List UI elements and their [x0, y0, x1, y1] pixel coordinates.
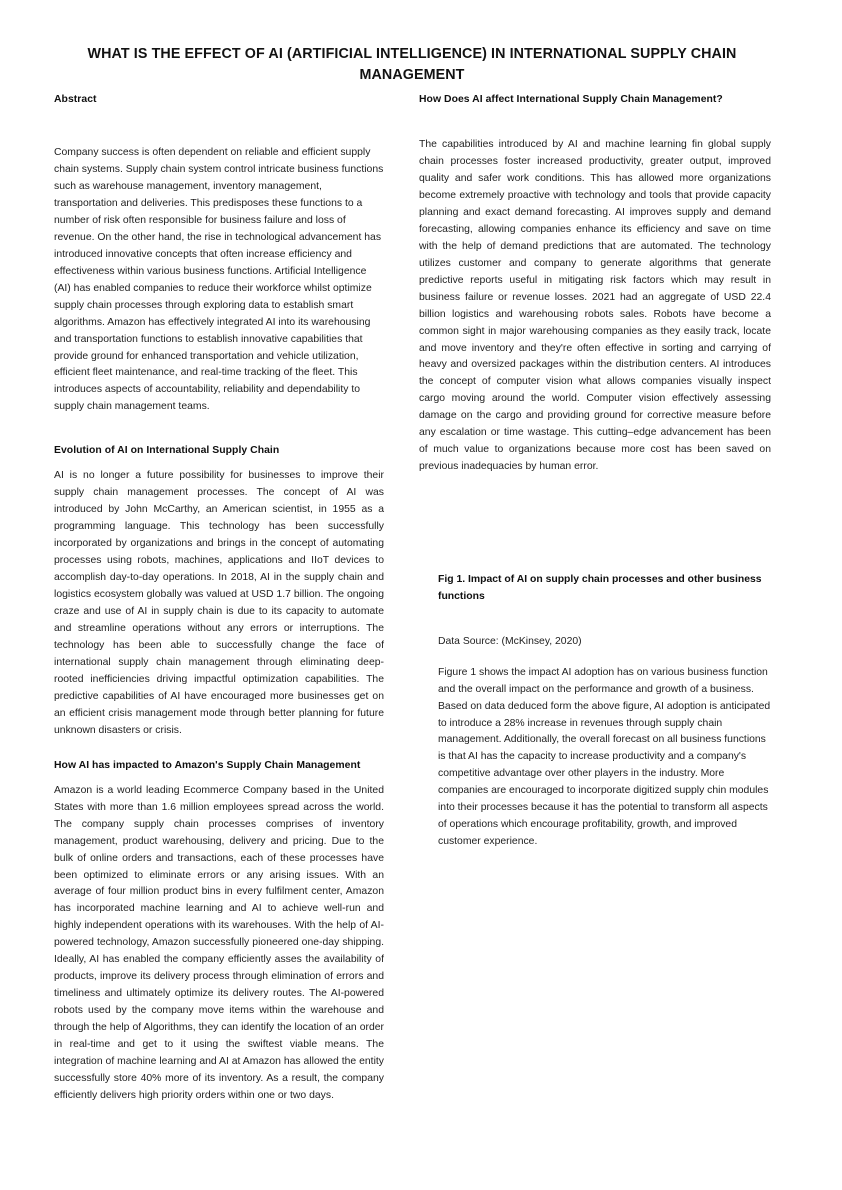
spacer — [54, 107, 384, 145]
spacer — [419, 651, 771, 665]
spacer — [54, 740, 384, 758]
spacer — [54, 416, 384, 443]
amazon-paragraph: Amazon is a world leading Ecommerce Company based in the United States with more than 1.6 million employees spread across the world. The company supply chain processes comprises of inventory management, product warehousing, delivery and pricing. Due to the bulk of online orders and transactions, each of these processes have been optimized to eliminate errors or any arising issues. With an average of four million product bins in every fulfilment center, Amazon has incorporated machine learning and AI to achieve well-run and highly independent operations with its warehouses. With the help of AI-powered technology, Amazon successfully pioneered one-day shipping. Ideally, AI has enabled the company efficiently asses the availability of products, improve its delivery process through elimination of errors and timeliness and ultimately optimize its delivery routes. The AI-powered robots used by the company move items within the warehouse and through the help of Algorithms, they can identify the location of an order in real-time and get to it using the swiftest viable means. The integration of machine learning and AI at Amazon has allowed the entity successfully store 40% more of its inventory. As a result, the company efficiently delivers high priority orders within one or two days. — [54, 784, 384, 1101]
spacer — [419, 107, 771, 137]
effect-heading: How Does AI affect International Supply Chain Management? — [419, 94, 723, 105]
right-column — [419, 92, 771, 851]
amazon-heading: How AI has impacted to Amazon's Supply Chain Management — [54, 759, 361, 771]
spacer — [419, 476, 771, 572]
evolution-paragraph: AI is no longer a future possibility for businesses to improve their supply chain management processes. The concept of AI was introduced by John McCarthy, an American scientist, in 1955 as a programming language. This technology has been successfully incorporated by organizations and brings in the concept of automating processes using robots, machines, applications and IIoT devices to accomplish day-to-day operations. In 2018, AI in the supply chain and logistics ecosystem globally was valued at USD 1.7 billion. The ongoing craze and use of AI in supply chain is due to its capacity to automate and streamline operations without any errors or interruptions. The technology has been able to successfully change the face of international supply chain management through eliminating deep-rooted inefficiencies driving impactful optimization capabilities. The predictive capabilities of AI have encouraged more businesses get on an efficient crisis management mode through better planning for future unknown disasters or crisis. — [54, 470, 384, 736]
spacer — [54, 458, 384, 468]
figure-discussion-paragraph: Figure 1 shows the impact AI adoption has on various business function and the overall impact on the performance and growth of a business. Based on data deduced form the above figure, AI adoption is anticipated to introduce a 28% increase in revenues through supply chain management. Additionally, the overall forecast on all business functions is that AI has the capacity to increase productivity and a company's competitive advantage over other players in the industry. More companies are encouraged to incorporate digitized supply chin modules into their processes because it has the potential to transform all aspects of operations which encourage profitability, growth, and improved customer experience. — [438, 666, 771, 848]
abstract-heading: Abstract — [54, 94, 97, 105]
effect-paragraph: The capabilities introduced by AI and machine learning fin global supply chain processes foster increased productivity, greater output, improved quality and safer work conditions. This has allowed more organizations become extremely proactive with technology and tools that provide capacity planning and exact demand forecasting. AI improves supply and demand forecasting, allowing companies enhance its efficiency and save on time with the help of demand predictions that are automated. The technology utilizes customer and company to generate algorithms that generate predictive reports useful in mitigating risk factors which may result in business failure or revenue losses. 2021 had an aggregate of USD 22.4 billion logistics and warehousing robots sales. Robots have become a common sight in major warehousing companies as they easily track, locate and move inventory and they're often effective in sorting and carrying of heavy and oversized packages within the distribution centers. AI introduces the concept of computer vision what allows companies visually inspect cargo moving around the world. Computer vision effectively assessing damage on the cargo and providing ground for corrective measure before any escalation or time wastage. This cutting–edge advancement has been of much value to organizations because more cost has been saved on previous inadequacies by human error. — [419, 139, 771, 473]
two-column-body — [0, 92, 842, 1172]
abstract-paragraph: Company success is often dependent on reliable and efficient supply chain systems. Supply chain system control intricate business functions such as warehouse management, inventory management, transportation and deliveries. This predisposes these functions to a number of risk often responsible for business failure and loss of revenue. On the other hand, the rise in technological advancement has introduced innovative concepts that often increase efficiency and effectiveness within various business functions. Artificial Intelligence (AI) has enabled companies to reduce their workforce whilst optimize supply chain processes through exploring data to establish smart algorithms. Amazon has effectively integrated AI into its warehousing and transportation functions to establish innovative capabilities that provide ground for enhanced transportation and vehicle utilization, efficient fleet maintenance, and real-time tracking of the fleet. This introduces aspects of accountability, reliability and dependability to supply chain management teams. — [54, 147, 384, 413]
spacer — [419, 606, 771, 634]
figure-data-source: Data Source: (McKinsey, 2020) — [438, 635, 582, 647]
page-title: WHAT IS THE EFFECT OF AI (ARTIFICIAL INTELLIGENCE) IN INTERNATIONAL SUPPLY CHAIN MANAGEMENT — [87, 45, 737, 84]
spacer — [54, 773, 384, 783]
evolution-heading: Evolution of AI on International Supply Chain — [54, 445, 280, 457]
figure-caption: Fig 1. Impact of AI on supply chain processes and other business functions — [438, 574, 762, 602]
left-column — [54, 92, 384, 1105]
